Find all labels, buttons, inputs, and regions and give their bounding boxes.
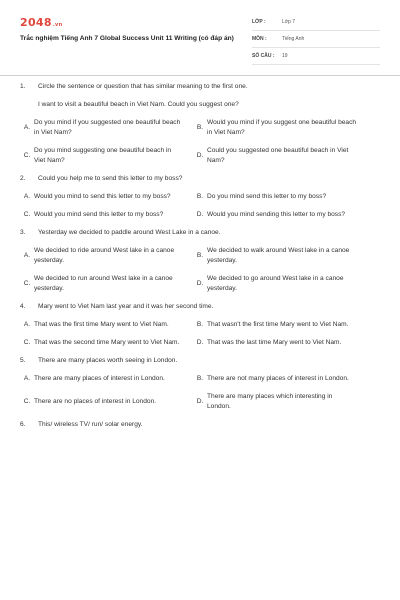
option-letter: C. — [23, 280, 31, 287]
meta-value: Lớp 7 — [282, 19, 296, 25]
question-number: 2. — [20, 175, 26, 182]
meta-row-count — [252, 48, 380, 65]
option-letter: C. — [23, 398, 31, 405]
option-c[interactable] — [20, 392, 193, 412]
option-d[interactable] — [193, 210, 366, 220]
option-letter: B. — [196, 375, 204, 382]
option-c[interactable] — [20, 210, 193, 220]
question-list — [20, 82, 385, 430]
option-text: That was the second time Mary went to Viet Nam. — [34, 339, 180, 346]
question-text: Yesterday we decided to paddle around West Lake in a canoe. — [38, 229, 221, 236]
option-text: Would you mind sending this letter to my boss? — [207, 211, 346, 218]
option-text: There are many places which interesting in London. — [207, 393, 333, 410]
option-text: There are not many places of interest in London. — [207, 375, 349, 382]
option-d[interactable] — [193, 338, 366, 348]
option-text: Would you mind send this letter to my boss? — [34, 211, 164, 218]
option-text: We decided to go around West lake in a canoe yesterday. — [207, 275, 344, 292]
options — [20, 374, 385, 412]
options — [20, 192, 385, 220]
option-a[interactable] — [20, 118, 193, 138]
option-letter: D. — [196, 280, 204, 287]
option-text: Do you mind send this letter to my boss? — [207, 193, 327, 200]
question-number: 4. — [20, 303, 26, 310]
option-text: We decided to run around West lake in a canoe yesterday. — [34, 275, 173, 292]
document-header — [20, 12, 380, 74]
question-text: This/ wireless TV/ run/ solar energy. — [38, 421, 143, 428]
question-6 — [20, 420, 385, 430]
site-logo[interactable] — [20, 16, 62, 29]
question-2 — [20, 174, 385, 220]
header-divider — [0, 75, 400, 76]
meta-key: MÔN : — [252, 36, 267, 42]
options — [20, 320, 385, 348]
option-d[interactable] — [193, 146, 366, 166]
question-number: 6. — [20, 421, 26, 428]
question-number: 1. — [20, 83, 26, 90]
option-letter: C. — [23, 211, 31, 218]
options — [20, 246, 385, 294]
meta-table — [252, 14, 380, 65]
option-letter: D. — [196, 211, 204, 218]
option-c[interactable] — [20, 338, 193, 348]
option-letter: A. — [23, 124, 31, 131]
logo-text: 2048 — [20, 16, 52, 29]
option-text: We decided to walk around West lake in a canoe yesterday. — [207, 247, 350, 264]
meta-row-class — [252, 14, 380, 31]
option-letter: B. — [196, 321, 204, 328]
question-text: There are many places worth seeing in London. — [38, 357, 178, 364]
option-text: We decided to ride around West lake in a canoe yesterday. — [34, 247, 175, 264]
meta-value: 19 — [282, 53, 288, 59]
option-letter: A. — [23, 193, 31, 200]
question-number: 3. — [20, 229, 26, 236]
option-letter: A. — [23, 321, 31, 328]
question-text: Could you help me to send this letter to my boss? — [38, 175, 183, 182]
option-text: That wasn't the first time Mary went to Viet Nam. — [207, 321, 349, 328]
question-text: Circle the sentence or question that has similar meaning to the first one. — [38, 83, 248, 90]
option-d[interactable] — [193, 392, 366, 412]
option-letter: A. — [23, 375, 31, 382]
question-text: Mary went to Viet Nam last year and it was her second time. — [38, 303, 214, 310]
option-a[interactable] — [20, 320, 193, 330]
question-prompt: I want to visit a beautiful beach in Viet Nam. Could you suggest one? — [38, 101, 239, 108]
document-title: Trắc nghiệm Tiếng Anh 7 Global Success Unit 11 Writing (có đáp án) — [20, 35, 234, 42]
meta-key: LỚP : — [252, 19, 266, 25]
option-b[interactable] — [193, 192, 366, 202]
option-text: There are no places of interest in London. — [34, 398, 157, 405]
option-d[interactable] — [193, 274, 366, 294]
meta-key: SỐ CÂU : — [252, 53, 275, 59]
option-a[interactable] — [20, 246, 193, 266]
option-letter: B. — [196, 193, 204, 200]
option-a[interactable] — [20, 192, 193, 202]
question-number: 5. — [20, 357, 26, 364]
option-letter: A. — [23, 252, 31, 259]
question-3 — [20, 228, 385, 294]
question-1 — [20, 82, 385, 166]
option-c[interactable] — [20, 274, 193, 294]
option-letter: D. — [196, 152, 204, 159]
option-letter: C. — [23, 152, 31, 159]
option-text: Could you suggested one beautiful beach in Viet Nam? — [207, 147, 349, 164]
option-text: There are many places of interest in London. — [34, 375, 165, 382]
option-text: That was the last time Mary went to Viet Nam. — [207, 339, 342, 346]
meta-value: Tiếng Anh — [282, 36, 305, 42]
option-text: Do you mind suggesting one beautiful beach in Viet Nam? — [34, 147, 172, 164]
option-a[interactable] — [20, 374, 193, 384]
option-c[interactable] — [20, 146, 193, 166]
option-b[interactable] — [193, 246, 366, 266]
option-letter: D. — [196, 398, 204, 405]
meta-row-subject — [252, 31, 380, 48]
option-b[interactable] — [193, 320, 366, 330]
option-letter: C. — [23, 339, 31, 346]
option-letter: B. — [196, 124, 204, 131]
question-4 — [20, 302, 385, 348]
option-b[interactable] — [193, 118, 366, 138]
option-letter: B. — [196, 252, 204, 259]
question-5 — [20, 356, 385, 412]
option-b[interactable] — [193, 374, 366, 384]
option-text: That was the first time Mary went to Viet Nam. — [34, 321, 169, 328]
options — [20, 118, 385, 166]
option-letter: D. — [196, 339, 204, 346]
option-text: Would you mind to send this letter to my boss? — [34, 193, 171, 200]
option-text: Do you mind if you suggested one beautiful beach in Viet Nam? — [34, 119, 181, 136]
logo-suffix: .vn — [52, 22, 63, 28]
option-text: Would you mind if you suggest one beautiful beach in Viet Nam? — [207, 119, 357, 136]
